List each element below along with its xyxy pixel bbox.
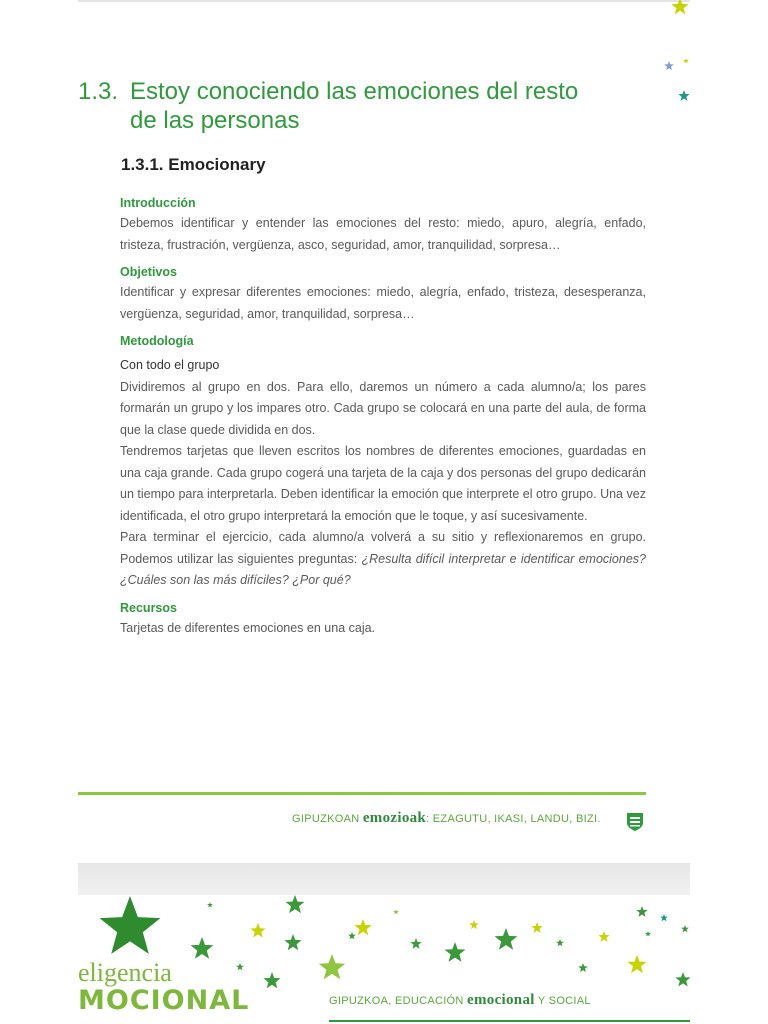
star-icon — [354, 919, 371, 935]
footer-prefix: GIPUZKOAN — [292, 813, 363, 825]
star-icon — [348, 932, 356, 939]
star-icon — [236, 963, 244, 970]
star-icon — [645, 931, 651, 936]
star-icon — [393, 909, 399, 914]
intro-heading: Introducción — [120, 196, 196, 210]
resources-text: Tarjetas de diferentes emociones en una caja. — [120, 620, 376, 635]
methodology-paragraph-2: Tendremos tarjetas que lleven escritos los nombres de diferentes emociones, guardadas en una caja grande. Cada grupo cogerá una tarjeta de la caja y dos personas del grupo dedicarán un tiempo para interpretarla. Deben identificar la emoción que interprete el otro grupo. Una vez identificada, el otro grupo interpretará la emoción que le toque, y así sucesivamente. — [120, 444, 646, 523]
section-title: 1.3.1. Emocionary — [121, 155, 266, 174]
cover-wordmark-line2: MOCIONAL — [78, 985, 250, 1016]
star-icon — [598, 931, 609, 942]
methodology-subheading: Con todo el grupo — [120, 358, 220, 372]
star-icon — [681, 925, 689, 932]
methodology-questions: ¿Resulta difícil interpretar e identificar emociones? ¿Cuáles son las más difíciles? ¿Por qué? — [120, 551, 646, 587]
cover-tag-suffix: Y SOCIAL — [534, 995, 591, 1007]
star-icon — [531, 922, 542, 933]
intro-text: Debemos identificar y entender las emociones del resto: miedo, apuro, alegría, enfado, tristeza, frustración, vergüenza, asco, seguridad, amor, tranquilidad, sorpresa… — [120, 216, 646, 252]
star-icon — [678, 90, 689, 101]
star-icon — [263, 972, 280, 988]
star-icon — [636, 906, 647, 917]
star-icon — [675, 972, 690, 987]
methodology-paragraph-3-text: Para terminar el ejercicio, cada alumno/a volverá a su sitio y reflexionaremos en grupo. Podemos utilizar las siguientes preguntas: — [120, 530, 646, 566]
objectives-heading: Objetivos — [120, 265, 177, 279]
star-icon — [410, 938, 421, 949]
star-icon — [284, 934, 301, 950]
star-icon — [250, 923, 265, 938]
resources-heading: Recursos — [120, 600, 177, 615]
star-icon — [628, 955, 647, 973]
star-icon — [100, 896, 161, 954]
objectives-text: Identificar y expresar diferentes emociones: miedo, alegría, enfado, tristeza, desesperanza, vergüenza, seguridad, amor, tranquilidad, sorpresa… — [120, 285, 646, 321]
methodology-heading: Metodología — [120, 334, 194, 348]
star-icon — [660, 914, 668, 921]
cover-wordmark-line1: eligencia — [78, 958, 172, 987]
footer-brand: emozioak — [362, 810, 427, 826]
chapter-number: 1.3. — [78, 78, 119, 105]
cover-tag-brand: emocional — [467, 992, 535, 1008]
chapter-title-line2: de las personas — [130, 107, 300, 134]
star-icon — [495, 928, 518, 950]
star-icon — [469, 920, 479, 929]
star-icon — [319, 954, 346, 979]
star-icon — [207, 902, 213, 907]
star-icon — [445, 942, 466, 962]
star-icon — [578, 963, 588, 972]
chapter-title-line1: Estoy conociendo las emociones del resto — [130, 78, 579, 105]
cover-tag-prefix: GIPUZKOA, EDUCACIÓN — [329, 995, 468, 1007]
star-icon — [556, 939, 564, 946]
methodology-paragraph-1: Dividiremos al grupo en dos. Para ello, daremos un número a cada alumno/a; los pares formarán un grupo y los impares otro. Cada grupo se colocará en una parte del aula, de forma que la clase quede dividida en dos. — [120, 379, 646, 437]
footer-suffix: : EZAGUTU, IKASI, LANDU, BIZI. — [426, 813, 601, 825]
star-icon — [191, 937, 214, 959]
star-icon — [671, 0, 688, 14]
star-icon — [286, 895, 305, 913]
star-icon — [683, 58, 689, 63]
star-icon — [664, 61, 674, 70]
